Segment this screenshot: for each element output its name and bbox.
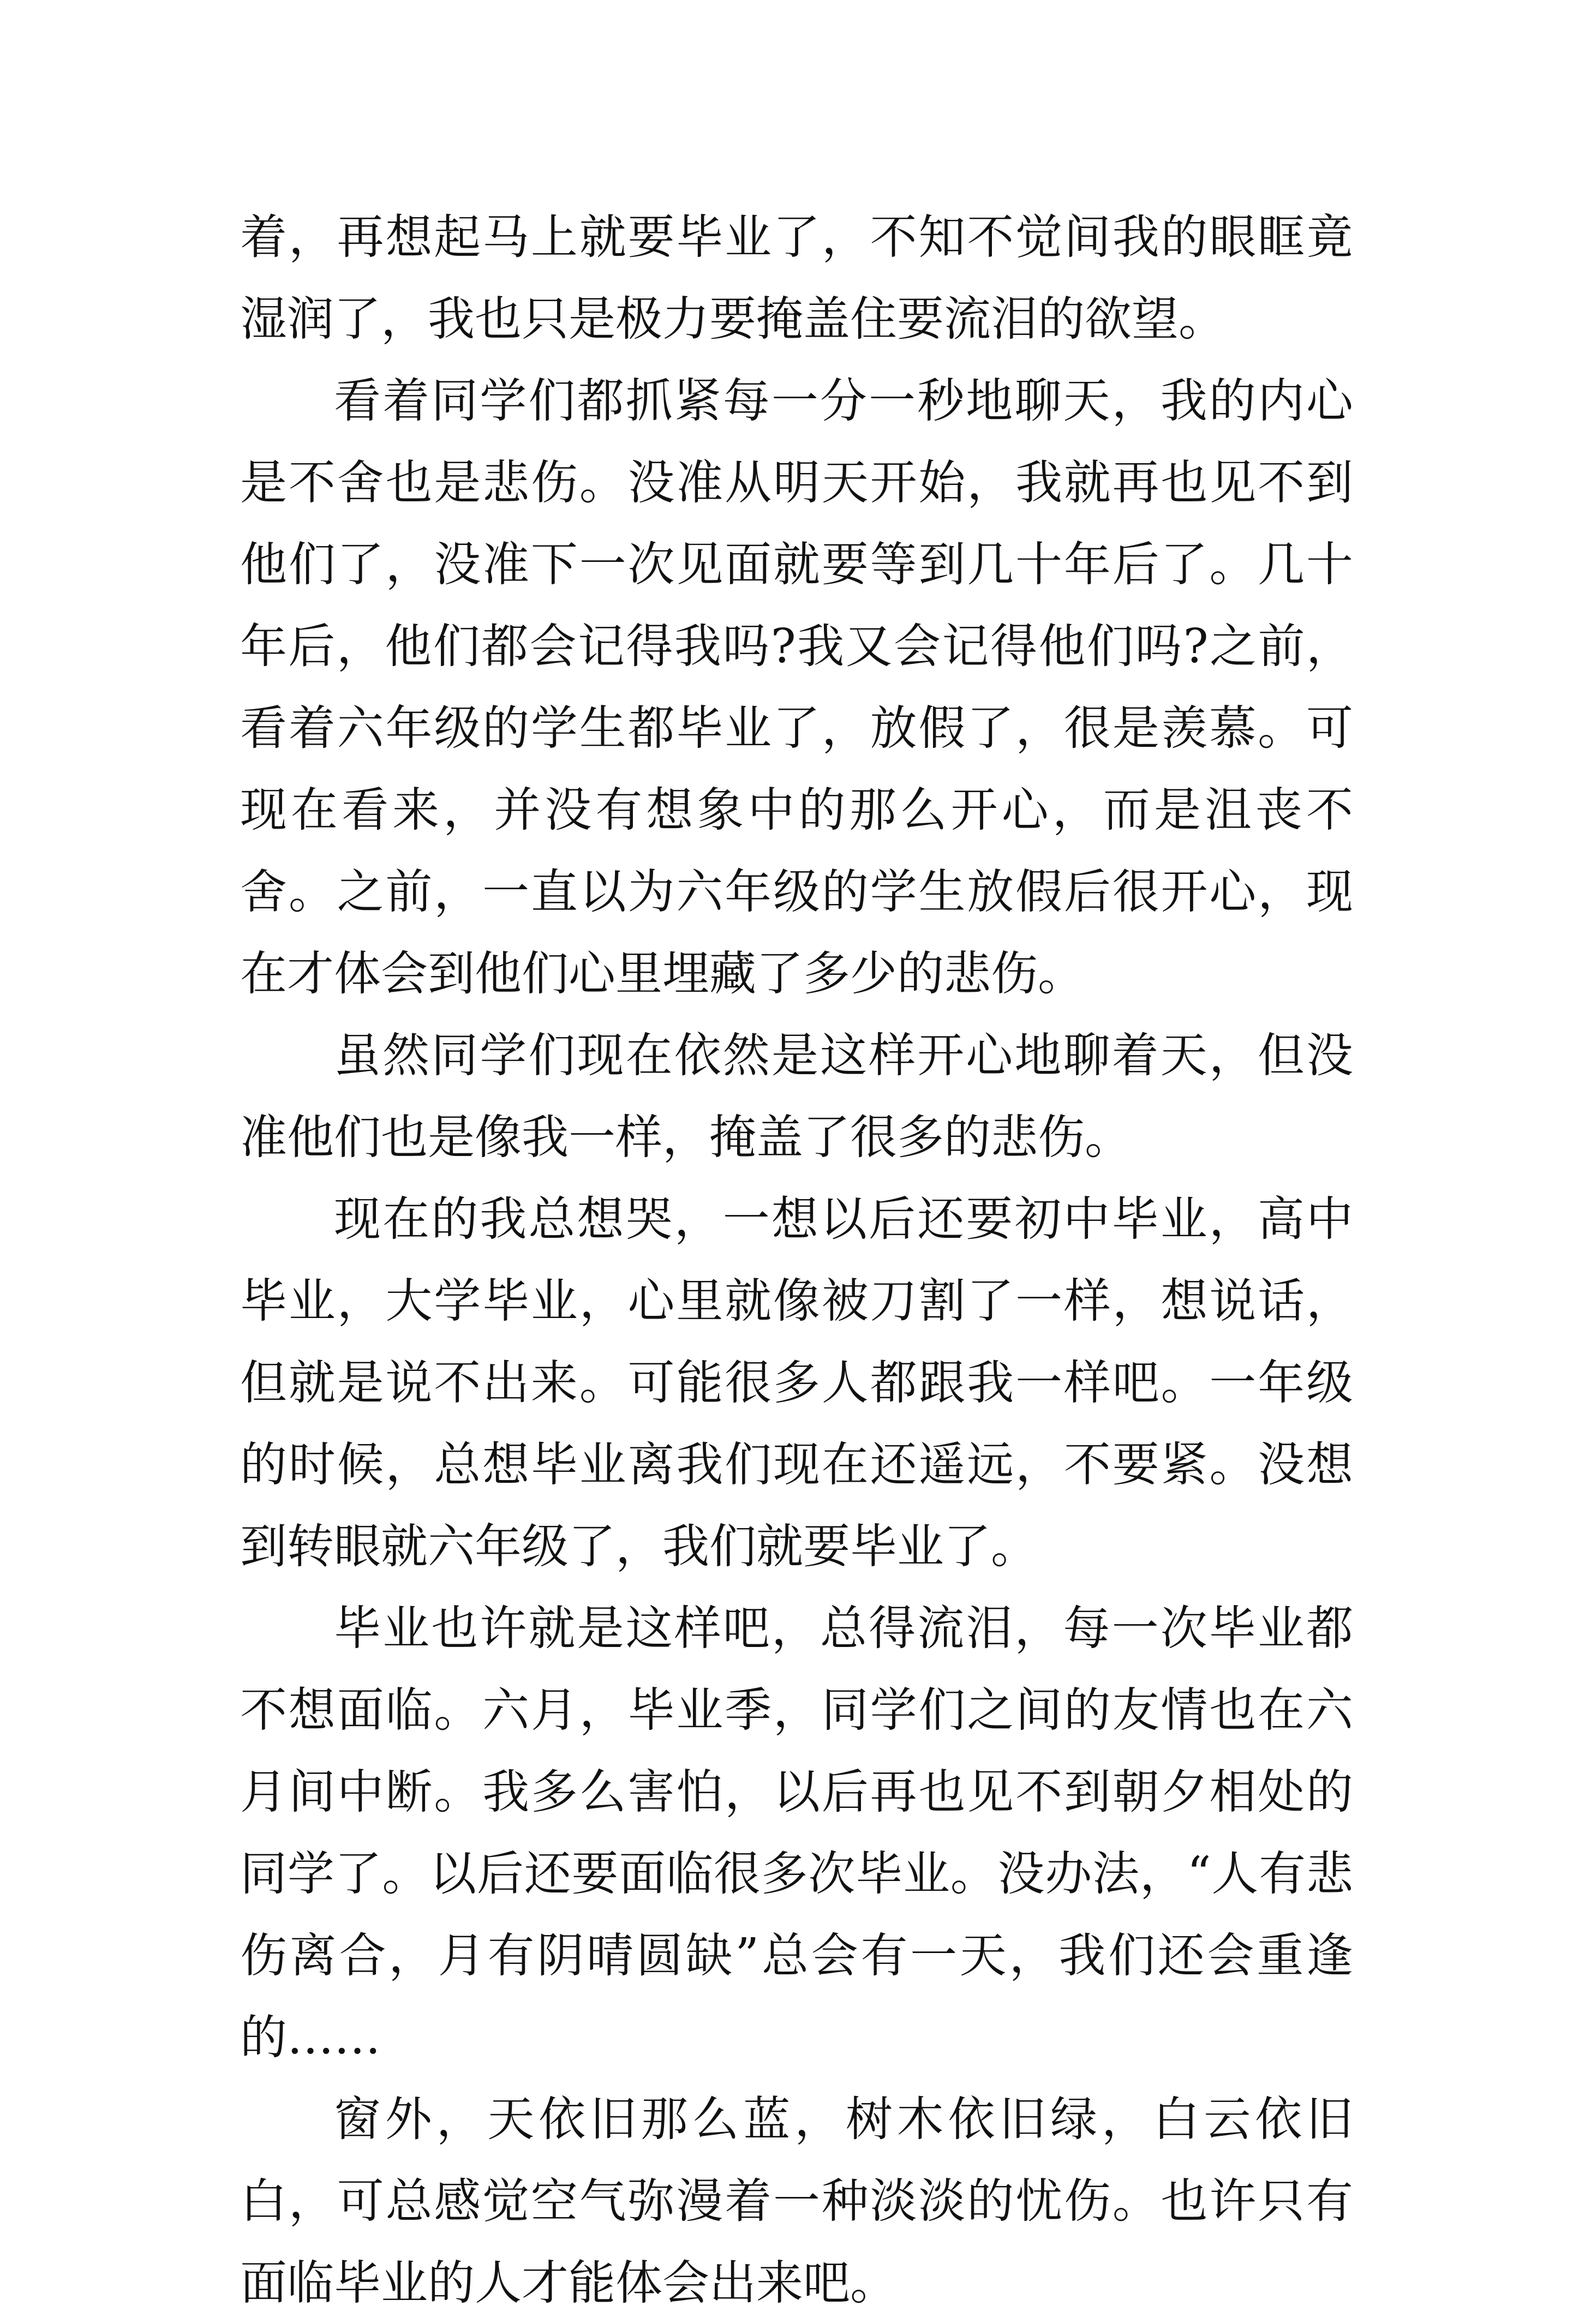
paragraph: 毕业也许就是这样吧，总得流泪，每一次毕业都不想面临。六月，毕业季，同学们之间的友情也在六月间中断。我多么害怕，以后再也见不到朝夕相处的同学了。以后还要面临很多次毕业。没办法，“人有悲伤离合，月有阴晴圆缺”总会有一天，我们还会重逢的…… xyxy=(240,1601,1353,2065)
paragraph: 看着同学们都抓紧每一分一秒地聊天，我的内心是不舍也是悲伤。没准从明天开始，我就再也见不到他们了，没准下一次见面就要等到几十年后了。几十年后，他们都会记得我吗?我又会记得他们吗?之前，看着六年级的学生都毕业了，放假了，很是羡慕。可现在看来，并没有想象中的那么开心，而是沮丧不舍。之前，一直以为六年级的学生放假后很开心，现在才体会到他们心里埋藏了多少的悲伤。 xyxy=(240,374,1353,1001)
paragraph: 虽然同学们现在依然是这样开心地聊着天，但没准他们也是像我一样，掩盖了很多的悲伤。 xyxy=(240,1028,1353,1165)
paragraph-continuation: 着，再想起马上就要毕业了，不知不觉间我的眼眶竟湿润了，我也只是极力要掩盖住要流泪的欲望。 xyxy=(240,210,1353,346)
paragraph: 现在的我总想哭，一想以后还要初中毕业，高中毕业，大学毕业，心里就像被刀割了一样，想说话，但就是说不出来。可能很多人都跟我一样吧。一年级的时候，总想毕业离我们现在还遥远，不要紧。没想到转眼就六年级了，我们就要毕业了。 xyxy=(240,1192,1353,1574)
document-body xyxy=(240,196,1353,2324)
paragraph: 窗外，天依旧那么蓝，树木依旧绿，白云依旧白，可总感觉空气弥漫着一种淡淡的忧伤。也许只有面临毕业的人才能体会出来吧。 xyxy=(240,2092,1353,2310)
